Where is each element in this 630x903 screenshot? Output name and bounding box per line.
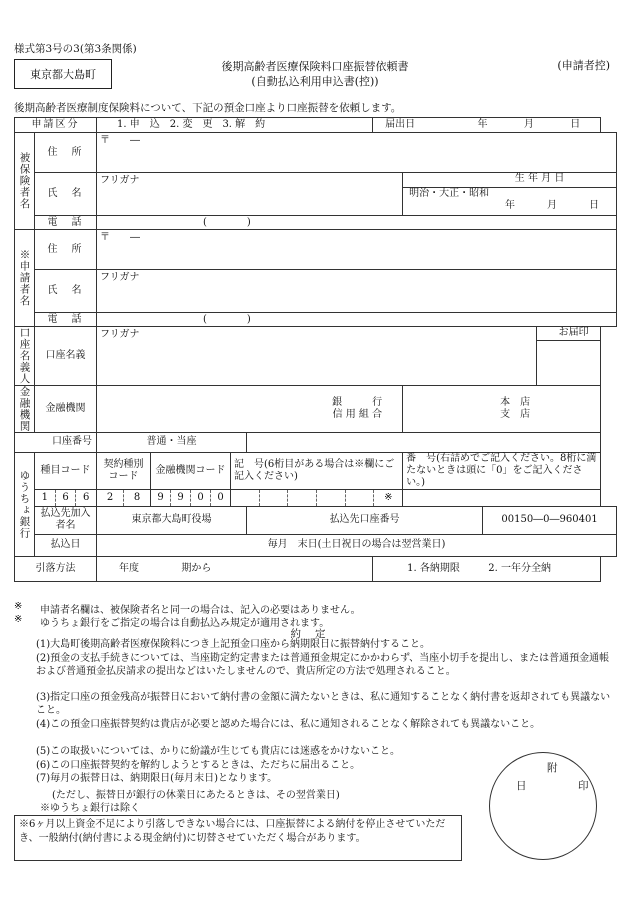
date-year: 年 — [477, 119, 488, 130]
symbol-digits-field[interactable] — [231, 489, 403, 506]
intro-text: 後期高齢者医療制度保険料について、下記の預金口座より口座振替を依頼します。 — [14, 102, 402, 114]
insured-address-field[interactable] — [97, 133, 601, 173]
insured-furigana-label: フリガナ — [100, 175, 140, 186]
applicant-address-label: 住 所 — [35, 230, 97, 270]
withdrawal-period-field[interactable] — [97, 556, 373, 581]
account-type-field[interactable]: 普通・当座 — [97, 432, 247, 452]
institution-digit: 0 — [210, 490, 230, 506]
insured-birth-ymd: 年 月 日 — [505, 200, 599, 211]
clause7-sub: (ただし、振替日が銀行の休業日にあたるときは、その翌営業日) — [52, 790, 340, 801]
fiscal-year-label: 年度 — [119, 562, 139, 574]
submit-date-label: 届出日 — [385, 119, 416, 130]
institution-digit: 0 — [190, 490, 210, 506]
insured-phone-label: 電 話 — [35, 216, 97, 230]
applicant-postal-mark: 〒 ― — [100, 232, 140, 243]
payee-label: 払込先加入者名 — [35, 506, 97, 534]
contract-digit: 8 — [123, 490, 150, 506]
agreement-clause: (3)指定口座の預金残高が振替日において納付書の金額に満たないときは、私に通知することなく納付書を返却されても異議ないこと。 — [36, 692, 611, 716]
agreement-clause: (6)この口座振替契約を解約しようとするときは、ただちに届出ること。 — [36, 760, 361, 771]
note-mark: ※ — [14, 601, 23, 612]
note-applicant: 申請者名欄は、被保険者名と同一の場合は、記入の必要はありません。 — [40, 605, 361, 616]
branch-type-main: 本 店 — [500, 396, 531, 408]
agreement-clause: (1)大島町後期高齢者医療保険料につき上記預金口座から納期限日に振替納付すること。 — [36, 639, 430, 650]
bank-label: 金融機関 — [35, 385, 97, 432]
bank-type-credit: 信 用 組 合 — [332, 408, 383, 420]
branch-type-sub: 支 店 — [500, 408, 531, 420]
account-no-label: 口座番号 — [15, 432, 97, 452]
applicant-section-label: ※申請者名 — [15, 230, 35, 327]
insured-name-label: 氏 名 — [35, 173, 97, 216]
bank-section-label: 金融機関 — [15, 385, 35, 432]
warning-box — [14, 815, 462, 861]
method-annual-lump: 2. 一年分全納 — [488, 562, 551, 574]
account-holder-section-label: 口座名義人 — [15, 327, 35, 386]
account-no-field[interactable] — [247, 432, 601, 452]
kind-code-digits — [35, 489, 97, 506]
kind-code-digit: 1 — [41, 491, 49, 503]
kind-code-digit: 6 — [55, 490, 76, 506]
period-from-label: 期から — [181, 562, 212, 574]
stamp-left-char: 日 — [516, 780, 527, 792]
warning-text: ※6ヶ月以上資金不足により引落しできない場合には、口座振替による納付を停止させていただき、一般納付(納付書による現金納付)に切替させていただく場合があります。 — [19, 819, 446, 844]
insured-phone-field[interactable]: ( ) — [97, 216, 601, 230]
agreement-clause: (2)預金の支払手続きについては、当座勘定約定書または普通預金規定にかかわらず、当座小切手を提出し、または普通預金通帳および普通預金払戻請求の提出などはいたしませんので、貴店所定の方法で処理されること。 — [36, 653, 610, 677]
stamp-top-char: 附 — [547, 762, 558, 774]
institution-code-label: 金融機関コード — [151, 452, 231, 489]
yucho-excluded: ※ゆうちょ銀行は除く — [40, 803, 140, 814]
account-holder-label: 口座名義 — [35, 327, 97, 386]
number-digits-field[interactable] — [403, 489, 601, 506]
withdrawal-method-field[interactable] — [373, 556, 601, 581]
institution-digits — [151, 489, 231, 506]
applicant-name-field[interactable] — [97, 270, 601, 313]
stamp-right-char: 印 — [578, 780, 589, 792]
insured-name-field[interactable] — [97, 173, 403, 216]
applicant-phone-field[interactable]: ( ) — [97, 313, 601, 327]
agreement-clause: (4)この預金口座振替契約は貴店が必要と認めた場合には、私に通知されることなく解除されても異議ないこと。 — [36, 719, 541, 730]
applicant-furigana-label: フリガナ — [100, 272, 140, 283]
agreement-clause: (5)この取扱いについては、かりに紛議が生じても貴店には迷惑をかけないこと。 — [36, 746, 400, 757]
insured-birth-field[interactable] — [403, 173, 617, 216]
withdrawal-label: 引落方法 — [15, 556, 97, 581]
yucho-section-label: ゆうちょ銀行 — [15, 452, 35, 556]
bank-name-field[interactable] — [97, 385, 403, 432]
payment-day-label: 払込日 — [35, 534, 97, 556]
institution-digit: 9 — [157, 491, 164, 503]
insured-postal-mark: 〒 ― — [100, 135, 140, 146]
kind-code-digit: 6 — [75, 490, 96, 506]
insured-era-options: 明治・大正・昭和 — [409, 188, 490, 199]
payee-account-label: 払込先口座番号 — [247, 506, 483, 534]
seal-field[interactable] — [537, 327, 601, 386]
institution-digit: 9 — [170, 490, 190, 506]
seal-label: お届印 — [537, 327, 600, 341]
date-stamp-circle — [489, 752, 597, 860]
form-code: 様式第3号の3(第3条関係) — [14, 43, 137, 55]
application-table — [14, 117, 617, 582]
account-holder-field[interactable] — [97, 327, 537, 386]
applicant-phone-label: 電 話 — [35, 313, 97, 327]
bank-type-bank: 銀 行 — [332, 396, 383, 408]
submit-date-field[interactable] — [373, 118, 601, 133]
date-day: 日 — [570, 119, 581, 130]
request-type-label: 申請区分 — [15, 118, 97, 133]
contract-type-label: 契約種別コード — [97, 452, 151, 489]
insured-birth-label: 生 年 月 日 — [403, 173, 616, 188]
method-each-deadline: 1. 各納期限 — [407, 562, 460, 574]
title-line1: 後期高齢者医療保険料口座振替依頼書 — [221, 60, 409, 73]
note-mark: ※ — [14, 614, 23, 625]
agreement-title: 約定 — [290, 628, 340, 640]
applicant-name-label: 氏 名 — [35, 270, 97, 313]
note-yucho: ゆうちょ銀行をご指定の場合は自動払込み規定が適用されます。 — [40, 618, 330, 629]
applicant-address-field[interactable] — [97, 230, 601, 270]
agreement-clause: (7)毎月の振替日は、納期限日(毎月末日)となります。 — [36, 773, 278, 784]
account-holder-furigana-label: フリガナ — [100, 329, 140, 340]
payee-value: 東京都大島町役場 — [97, 506, 247, 534]
branch-name-field[interactable] — [403, 385, 601, 432]
kind-code-label: 種目コード — [35, 452, 97, 489]
request-type-options[interactable]: 1. 申 込 2. 変 更 3. 解 約 — [97, 118, 373, 133]
insured-address-label: 住 所 — [35, 133, 97, 173]
date-month: 月 — [523, 119, 534, 130]
form-title — [0, 59, 630, 89]
number-label: 番 号(右詰めでご記入ください。8桁に満たないときは頭に「0」をご記入ください。) — [403, 452, 601, 489]
copy-label: (申請者控) — [557, 59, 610, 72]
title-line2: (自動払込利用申込書(控)) — [251, 75, 379, 88]
payment-day-value: 毎月 末日(土日祝日の場合は翌営業日) — [97, 534, 617, 556]
payee-account-value: 00150―0―960401 — [483, 506, 617, 534]
contract-digit: 2 — [106, 491, 114, 503]
insured-section-label: 被保険者名 — [15, 133, 35, 230]
sixth-digit-mark: ※ — [373, 490, 402, 506]
town-name: 東京都大島町 — [30, 68, 96, 81]
contract-digits — [97, 489, 151, 506]
symbol-label: 記 号(6桁目がある場合は※欄にご記入ください) — [231, 452, 403, 489]
